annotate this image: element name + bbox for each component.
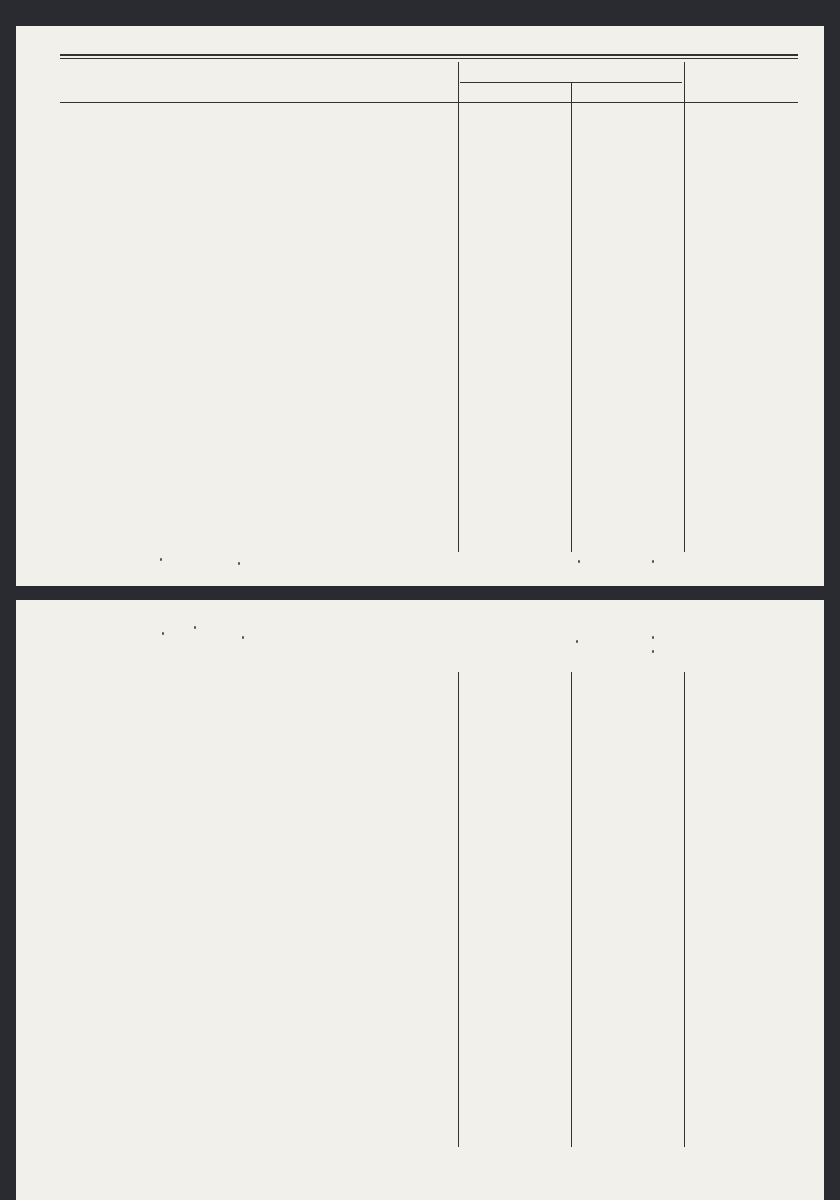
paper-speck: [242, 636, 244, 639]
paper-speck: [652, 560, 654, 563]
paper-speck: [160, 558, 162, 561]
column-divider: [684, 62, 685, 552]
column-divider: [684, 672, 685, 1147]
page-25: [16, 600, 824, 1200]
paper-speck: [652, 650, 654, 653]
column-divider: [458, 672, 459, 1147]
header-rule-thin: [60, 58, 798, 59]
paper-speck: [576, 640, 578, 643]
header-rule: [60, 54, 798, 56]
paper-speck: [238, 562, 240, 565]
paper-speck: [578, 560, 580, 563]
paper-speck: [162, 632, 164, 635]
column-divider: [571, 82, 572, 552]
header-bottom-rule: [60, 102, 798, 103]
page-24: [16, 26, 824, 586]
column-divider: [458, 62, 459, 552]
paper-speck: [194, 626, 196, 629]
paper-speck: [652, 636, 654, 639]
column-divider: [571, 672, 572, 1147]
